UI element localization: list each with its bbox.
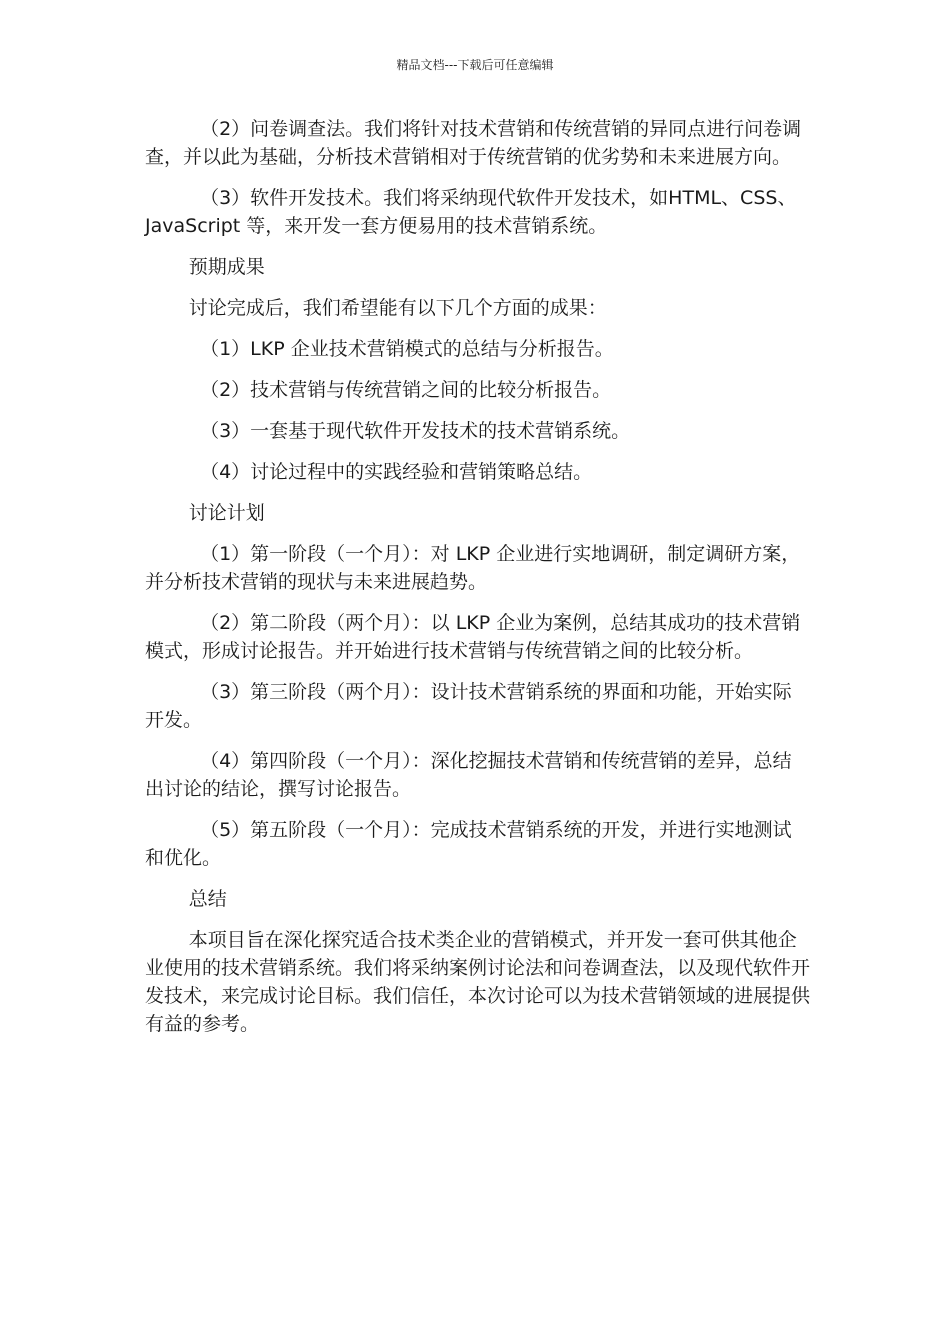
list-item-result-2: （2）技术营销与传统营销之间的比较分析报告。 [200, 379, 612, 401]
plan-stage-4: （4）第四阶段（一个月）：深化挖掘技术营销和传统营销的差异，总结出讨论的结论，撰写讨论报告。 [145, 750, 792, 800]
plan-stage-3: （3）第三阶段（两个月）：设计技术营销系统的界面和功能，开始实际开发。 [145, 681, 792, 731]
section-heading-plan: 讨论计划 [188, 502, 265, 524]
page-header: 精品文档---下载后可任意编辑 [396, 58, 554, 72]
paragraph-results-intro: 讨论完成后，我们希望能有以下几个方面的成果： [188, 297, 607, 319]
document-body [145, 115, 810, 1051]
paragraph-software-dev: （3）软件开发技术。我们将采纳现代软件开发技术，如HTML、CSS、JavaScript 等，来开发一套方便易用的技术营销系统。 [145, 187, 797, 237]
paragraph-questionnaire-method: （2）问卷调查法。我们将针对技术营销和传统营销的异同点进行问卷调查，并以此为基础，分析技术营销相对于传统营销的优劣势和未来进展方向。 [145, 118, 802, 168]
plan-stage-1: （1）第一阶段（一个月）：对 LKP 企业进行实地调研，制定调研方案，并分析技术营销的现状与未来进展趋势。 [145, 543, 801, 593]
plan-stage-5: （5）第五阶段（一个月）：完成技术营销系统的开发，并进行实地测试和优化。 [145, 819, 792, 869]
section-heading-expected-results: 预期成果 [188, 256, 265, 278]
plan-stage-2: （2）第二阶段（两个月）：以 LKP 企业为案例，总结其成功的技术营销模式，形成讨论报告。并开始进行技术营销与传统营销之间的比较分析。 [145, 612, 801, 662]
list-item-result-4: （4）讨论过程中的实践经验和营销策略总结。 [200, 461, 593, 483]
paragraph-summary: 本项目旨在深化探究适合技术类企业的营销模式，并开发一套可供其他企业使用的技术营销系统。我们将采纳案例讨论法和问卷调查法，以及现代软件开发技术，来完成讨论目标。我们信任，本次讨论可以为技术营销领域的进展提供有益的参考。 [145, 929, 811, 1035]
section-heading-summary: 总结 [188, 888, 227, 910]
list-item-result-1: （1）LKP 企业技术营销模式的总结与分析报告。 [200, 338, 614, 360]
list-item-result-3: （3）一套基于现代软件开发技术的技术营销系统。 [200, 420, 631, 442]
